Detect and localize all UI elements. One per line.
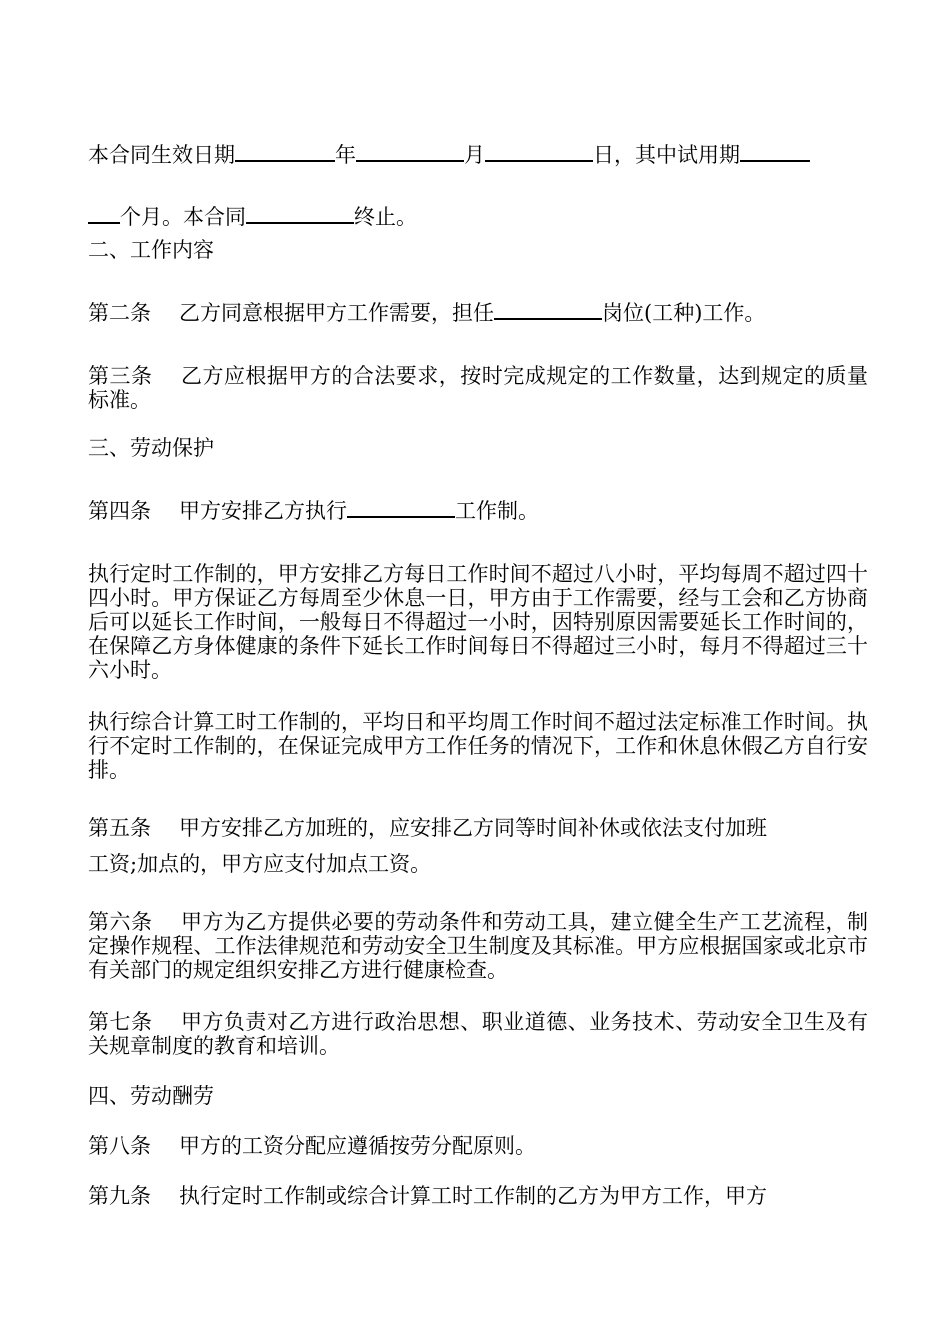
article-8-label: 第八条 [88,1134,151,1158]
work-system-blank [347,498,455,518]
article-7-label: 第七条 [88,1010,153,1034]
effective-date-line-1: 本合同生效日期 年 月 日，其中试用期 [88,124,868,186]
article-7: 第七条 甲方负责对乙方进行政治思想、职业道德、业务技术、劳动安全卫生及有关规章制度的教育和培训。 [88,1010,869,1058]
effective-day-blank [485,142,593,162]
section-heading-remuneration: 四、劳动酬劳 [88,1084,214,1108]
article-6-label: 第六条 [88,910,153,934]
comprehensive-hours-paragraph: 执行综合计算工时工作制的，平均日和平均周工作时间不超过法定标准工作时间。执行不定时工作制的，在保证完成甲方工作任务的情况下，工作和休息休假乙方自行安排。 [88,710,868,782]
effective-month-blank [356,142,464,162]
article-9: 第九条 执行定时工作制或综合计算工时工作制的乙方为甲方工作，甲方 [88,1184,767,1208]
section-heading-labor-protection: 三、劳动保护 [88,436,214,460]
position-blank [494,300,602,320]
article-4-label: 第四条 [88,499,151,523]
effective-year-blank [235,142,335,162]
effective-date-line-2: 个月。本合同 终止。 [88,186,868,248]
article-6: 第六条 甲方为乙方提供必要的劳动条件和劳动工具，建立健全生产工艺流程，制定操作规程、工作法律规范和劳动安全卫生制度及其标准。甲方应根据国家或北京市有关部门的规定组织安排乙方进行健康检查。 [88,910,869,982]
probation-blank-part1 [740,142,810,162]
article-2-label: 第二条 [88,301,151,325]
article-2: 第二条 乙方同意根据甲方工作需要，担任 岗位(工种)工作。 [88,301,766,325]
article-3-label: 第三条 [88,364,153,388]
article-5-label: 第五条 [88,816,151,840]
section-heading-work-content: 二、工作内容 [88,238,214,262]
effective-date-paragraph [88,124,868,248]
article-3: 第三条 乙方应根据甲方的合法要求，按时完成规定的工作数量，达到规定的质量标准。 [88,364,869,412]
termination-blank [246,204,354,224]
article-5: 第五条 甲方安排乙方加班的，应安排乙方同等时间补休或依法支付加班 工资;加点的，甲方应支付加点工资。 [88,816,767,876]
article-9-label: 第九条 [88,1184,151,1208]
fixed-hours-paragraph: 执行定时工作制的，甲方安排乙方每日工作时间不超过八小时，平均每周不超过四十四小时。甲方保证乙方每周至少休息一日，甲方由于工作需要，经与工会和乙方协商后可以延长工作时间，一般每日不得超过一小时，因特别原因需要延长工作时间的，在保障乙方身体健康的条件下延长工作时间每日不得超过三小时，每月不得超过三十六小时。 [88,562,868,682]
probation-blank-part2 [88,204,120,224]
article-8: 第八条 甲方的工资分配应遵循按劳分配原则。 [88,1134,536,1158]
article-4: 第四条 甲方安排乙方执行 工作制。 [88,499,539,523]
